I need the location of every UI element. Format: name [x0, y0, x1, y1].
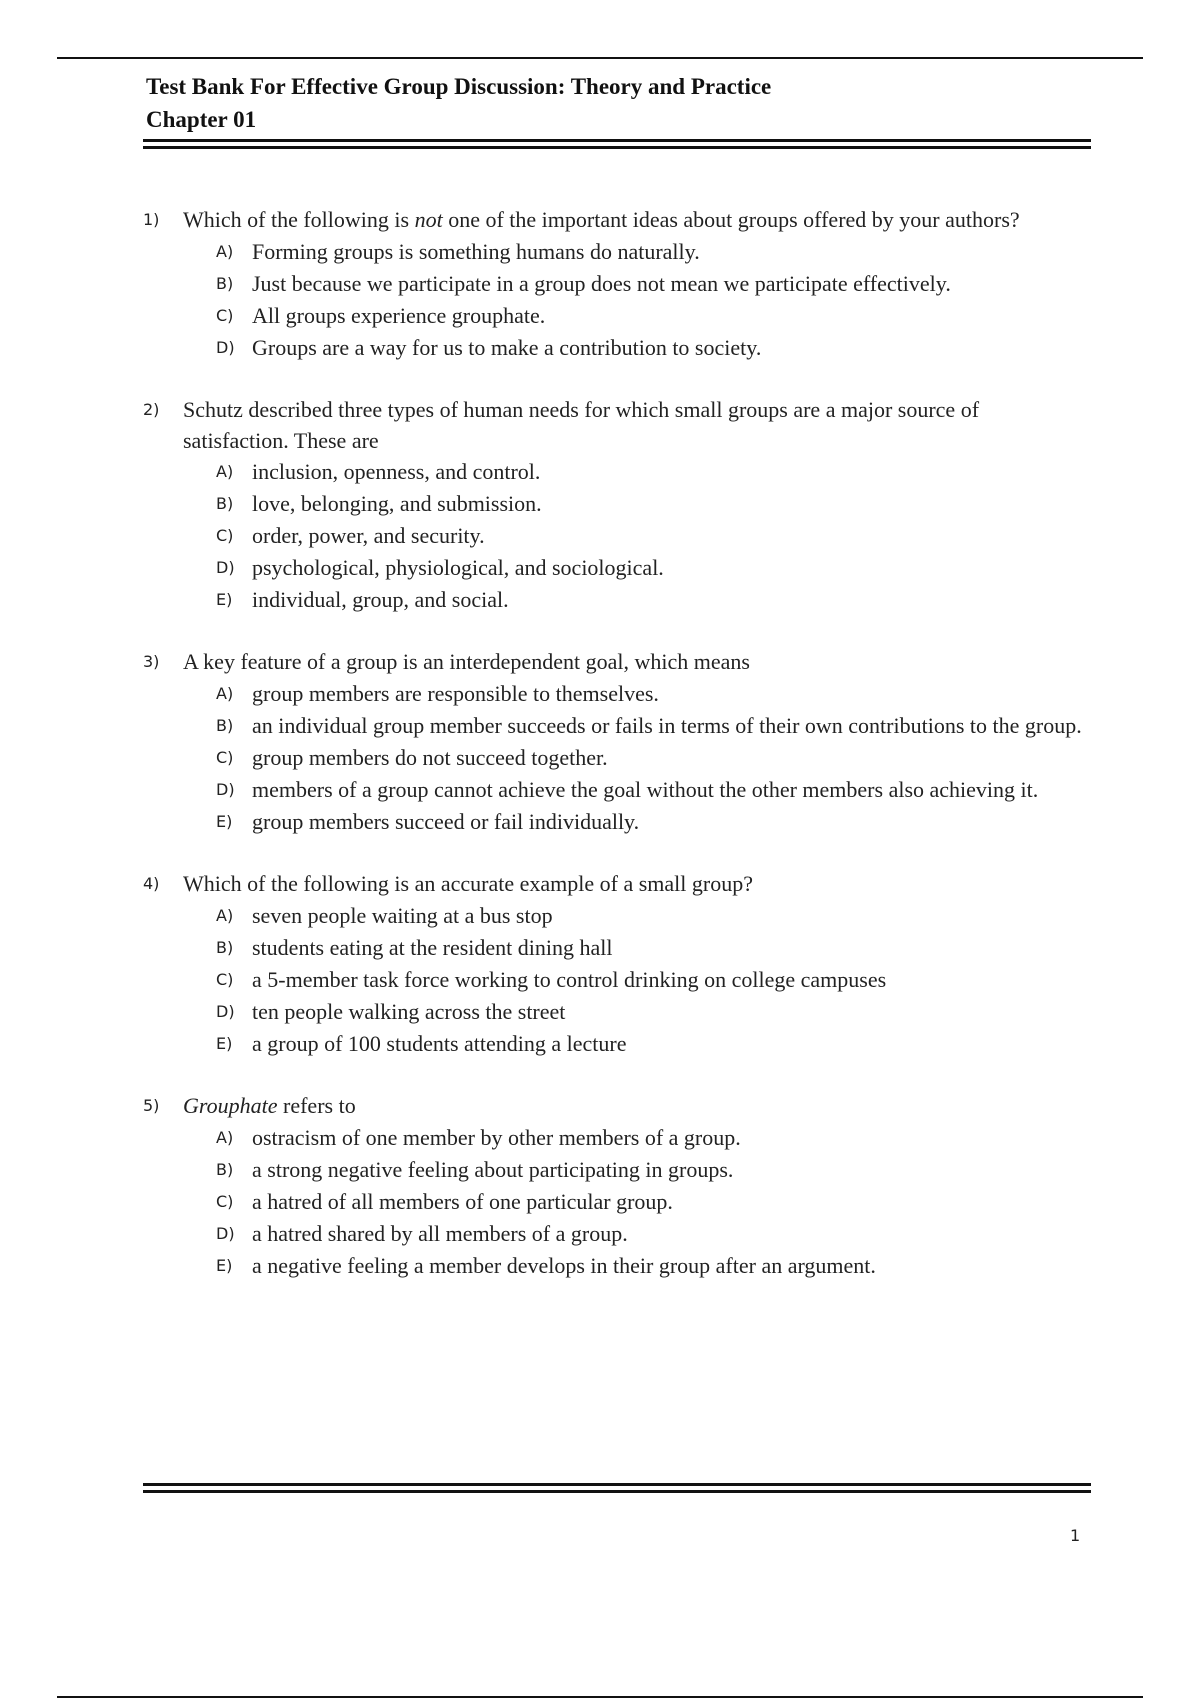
option-letter: B): [216, 494, 234, 513]
option-letter: E): [216, 590, 233, 609]
option-letter: C): [216, 1192, 234, 1211]
option-c: [216, 964, 1083, 996]
option-text: inclusion, openness, and control.: [252, 459, 541, 484]
option-d: [216, 774, 1083, 806]
question-stem: Grouphate refers to: [183, 1093, 356, 1118]
option-text: a 5-member task force working to control drinking on college campuses: [252, 967, 887, 992]
option-d: [216, 1218, 1083, 1250]
option-letter: B): [216, 1160, 234, 1179]
option-text: Groups are a way for us to make a contribution to society.: [252, 335, 762, 360]
option-b: [216, 710, 1083, 742]
option-letter: D): [216, 1002, 235, 1021]
option-text: Forming groups is something humans do naturally.: [252, 239, 700, 264]
option-letter: A): [216, 684, 234, 703]
option-a: [216, 236, 1083, 268]
option-letter: B): [216, 274, 234, 293]
option-letter: C): [216, 306, 234, 325]
option-text: group members succeed or fail individually.: [252, 809, 640, 834]
option-list: [216, 678, 1083, 838]
option-c: [216, 300, 1083, 332]
option-letter: B): [216, 716, 234, 735]
question-stem: A key feature of a group is an interdependent goal, which means: [183, 649, 750, 674]
option-text: an individual group member succeeds or fails in terms of their own contributions to the group.: [252, 713, 1082, 738]
option-text: a negative feeling a member develops in their group after an argument.: [252, 1253, 876, 1278]
option-text: group members do not succeed together.: [252, 745, 608, 770]
option-letter: A): [216, 462, 234, 481]
option-text: seven people waiting at a bus stop: [252, 903, 553, 928]
option-letter: E): [216, 1256, 233, 1275]
option-text: students eating at the resident dining hall: [252, 935, 613, 960]
option-d: [216, 332, 1083, 364]
option-a: [216, 678, 1083, 710]
option-list: [216, 1122, 1083, 1282]
option-e: [216, 584, 1083, 616]
option-text: All groups experience grouphate.: [252, 303, 546, 328]
option-a: [216, 1122, 1083, 1154]
option-c: [216, 1186, 1083, 1218]
question-3: [143, 646, 1083, 838]
option-text: group members are responsible to themselves.: [252, 681, 659, 706]
option-b: [216, 932, 1083, 964]
option-letter: C): [216, 970, 234, 989]
option-a: [216, 456, 1083, 488]
option-letter: E): [216, 1034, 233, 1053]
question-number: 4): [143, 874, 160, 893]
question-stem: Schutz described three types of human needs for which small groups are a major source of satisfaction. These are: [183, 397, 980, 453]
option-letter: D): [216, 558, 235, 577]
option-a: [216, 900, 1083, 932]
option-letter: D): [216, 780, 235, 799]
option-text: individual, group, and social.: [252, 587, 509, 612]
option-text: ostracism of one member by other members of a group.: [252, 1125, 741, 1150]
option-text: ten people walking across the street: [252, 999, 566, 1024]
option-b: [216, 268, 1083, 300]
option-text: order, power, and security.: [252, 523, 485, 548]
question-list: [143, 204, 1083, 1312]
option-text: members of a group cannot achieve the goal without the other members also achieving it.: [252, 777, 1039, 802]
chapter-label: Chapter 01: [146, 107, 257, 132]
option-c: [216, 520, 1083, 552]
header-double-rule: [143, 139, 1091, 149]
question-number: 2): [143, 400, 160, 419]
option-list: [216, 456, 1083, 616]
question-2: [143, 394, 1083, 616]
option-letter: C): [216, 748, 234, 767]
option-e: [216, 806, 1083, 838]
question-number: 3): [143, 652, 160, 671]
option-letter: D): [216, 338, 235, 357]
option-letter: A): [216, 1128, 234, 1147]
option-text: love, belonging, and submission.: [252, 491, 542, 516]
question-number: 5): [143, 1096, 160, 1115]
page-bottom-rule: [57, 1696, 1143, 1698]
option-text: a strong negative feeling about participating in groups.: [252, 1157, 734, 1182]
question-5: [143, 1090, 1083, 1282]
option-text: Just because we participate in a group does not mean we participate effectively.: [252, 271, 951, 296]
question-number: 1): [143, 210, 160, 229]
option-b: [216, 488, 1083, 520]
question-stem: Which of the following is an accurate example of a small group?: [183, 871, 753, 896]
option-d: [216, 552, 1083, 584]
page-number: 1: [1070, 1526, 1081, 1545]
option-letter: C): [216, 526, 234, 545]
option-list: [216, 900, 1083, 1060]
option-e: [216, 1250, 1083, 1282]
question-4: [143, 868, 1083, 1060]
footer-double-rule: [143, 1483, 1091, 1493]
option-letter: B): [216, 938, 234, 957]
option-text: psychological, physiological, and sociological.: [252, 555, 664, 580]
question-stem: Which of the following is not one of the important ideas about groups offered by your authors?: [183, 207, 1020, 232]
document-header: [146, 70, 771, 136]
option-letter: E): [216, 812, 233, 831]
option-d: [216, 996, 1083, 1028]
option-list: [216, 236, 1083, 364]
option-e: [216, 1028, 1083, 1060]
option-letter: D): [216, 1224, 235, 1243]
question-1: [143, 204, 1083, 364]
page-top-rule: [57, 57, 1143, 59]
document-title: Test Bank For Effective Group Discussion: Theory and Practice: [146, 74, 772, 99]
option-c: [216, 742, 1083, 774]
option-text: a hatred of all members of one particular group.: [252, 1189, 673, 1214]
option-text: a hatred shared by all members of a group.: [252, 1221, 628, 1246]
option-b: [216, 1154, 1083, 1186]
option-letter: A): [216, 906, 234, 925]
option-text: a group of 100 students attending a lecture: [252, 1031, 627, 1056]
option-letter: A): [216, 242, 234, 261]
